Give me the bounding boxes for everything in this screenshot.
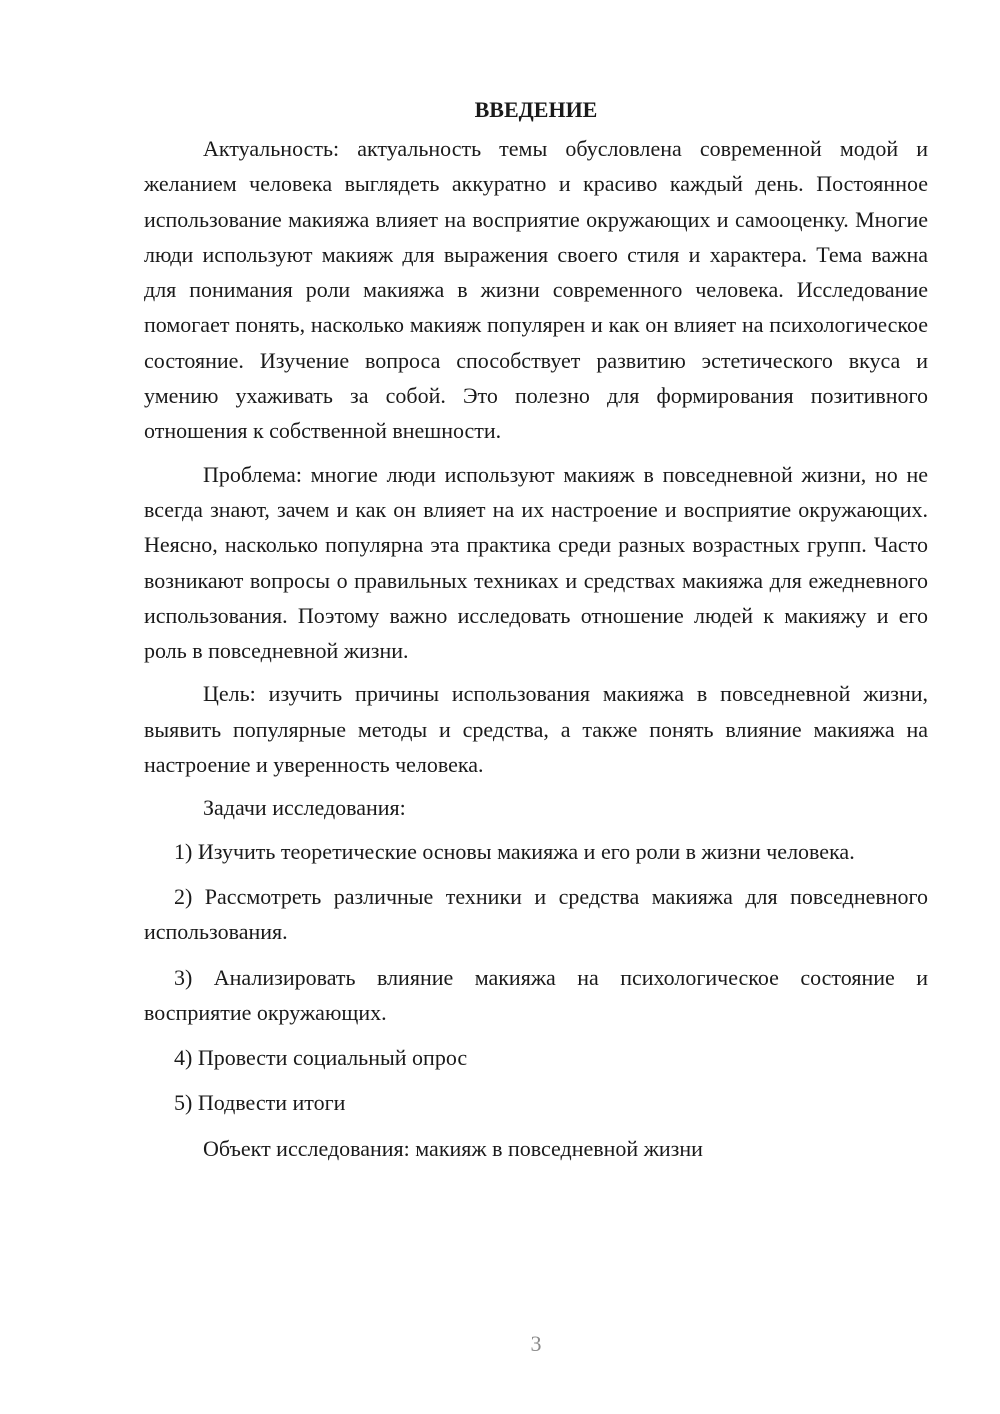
page-number: 3 xyxy=(530,1331,542,1356)
paragraph-tasks-heading: Задачи исследования: xyxy=(203,795,406,821)
task-item-1: 1) Изучить теоретические основы макияжа и его роли в жизни человека. xyxy=(174,838,855,864)
page-content xyxy=(144,92,928,1174)
task-item-5: 5) Подвести итоги xyxy=(174,1090,346,1116)
paragraph-relevance: Актуальность: актуальность темы обусловлена современной модой и желанием человека выглядеть аккуратно и красиво каждый день. Постоянное использование макияжа влияет на восприятие окружающих и самооценку. Многие люди используют макияж для выражения своего стиля и характера. Тема важна для понимания роли макияжа в жизни современного человека. Исследование помогает понять, насколько макияж популярен и как он влияет на психологическое состояние. Изучение вопроса способствует развитию эстетического вкуса и умению ухаживать за собой. Это полезно для формирования позитивного отношения к собственной внешности. xyxy=(144,136,928,444)
task-item-4: 4) Провести социальный опрос xyxy=(174,1045,468,1071)
paragraph-object: Объект исследования: макияж в повседневной жизни xyxy=(203,1135,703,1161)
task-item-2: 2) Рассмотреть различные техники и средства макияжа для повседневного использования. xyxy=(144,883,928,945)
paragraph-problem: Проблема: многие люди используют макияж в повседневной жизни, но не всегда знают, зачем и как он влияет на их настроение и восприятие окружающих. Неясно, насколько популярна эта практика среди разных возрастных групп. Часто возникают вопросы о правильных техниках и средствах макияжа для ежедневного использования. Поэтому важно исследовать отношение людей к макияжу и его роль в повседневной жизни. xyxy=(144,461,928,664)
task-item-3: 3) Анализировать влияние макияжа на психологическое состояние и восприятие окружающих. xyxy=(144,964,928,1025)
page-title: ВВЕДЕНИЕ xyxy=(474,97,598,122)
paragraph-goal: Цель: изучить причины использования макияжа в повседневной жизни, выявить популярные методы и средства, а также понять влияние макияжа на настроение и уверенность человека. xyxy=(144,681,928,778)
